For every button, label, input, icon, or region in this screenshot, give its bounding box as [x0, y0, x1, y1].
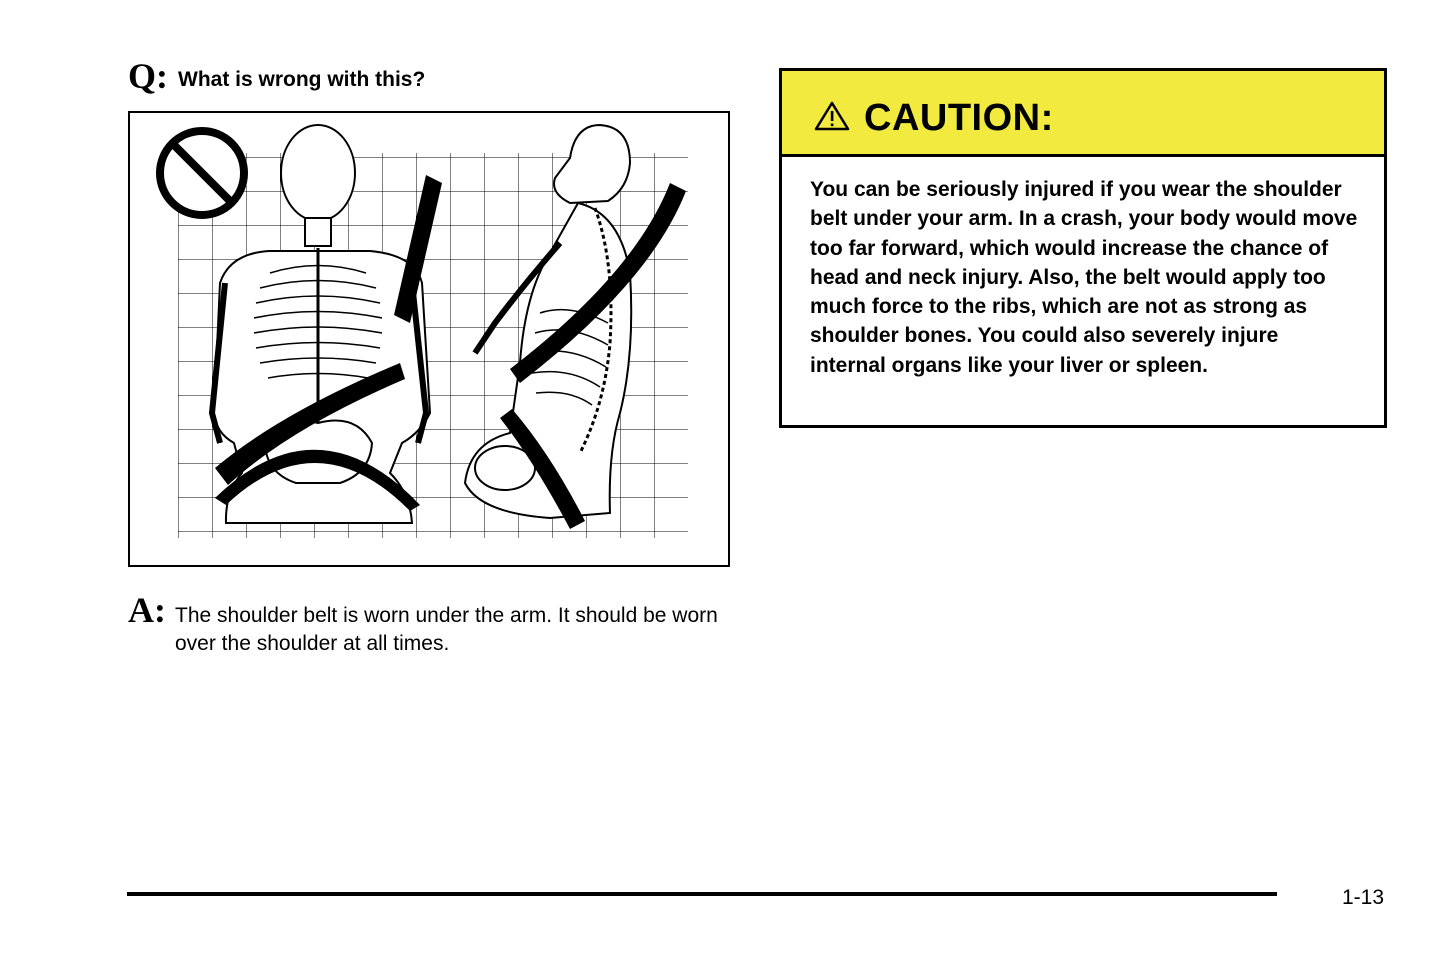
question-block	[128, 58, 738, 94]
answer-text: The shoulder belt is worn under the arm. It should be worn over the shoulder at all times.	[175, 604, 718, 655]
caution-body-text: You can be seriously injured if you wear the shoulder belt under your arm. In a crash, your body would move too far forward, which would increase the chance of head and neck injury. Also, the belt would apply too much force to the ribs, which are not as strong as shoulder bones. You could also severely injure internal organs like your liver or spleen.	[810, 178, 1358, 377]
seat-belt-illustration	[128, 111, 730, 567]
question-label: Q:	[128, 56, 168, 96]
caution-box	[779, 68, 1387, 428]
warning-triangle-icon	[814, 101, 850, 131]
question-text: What is wrong with this?	[178, 68, 426, 91]
answer-block	[128, 590, 738, 655]
answer-label: A:	[128, 590, 166, 630]
caution-header	[782, 71, 1384, 157]
illustration-graphic	[130, 113, 728, 565]
caution-title: CAUTION:	[864, 97, 1054, 139]
prohibition-icon	[160, 131, 244, 215]
footer-divider	[127, 892, 1277, 896]
page-number: 1-13	[1342, 886, 1385, 909]
